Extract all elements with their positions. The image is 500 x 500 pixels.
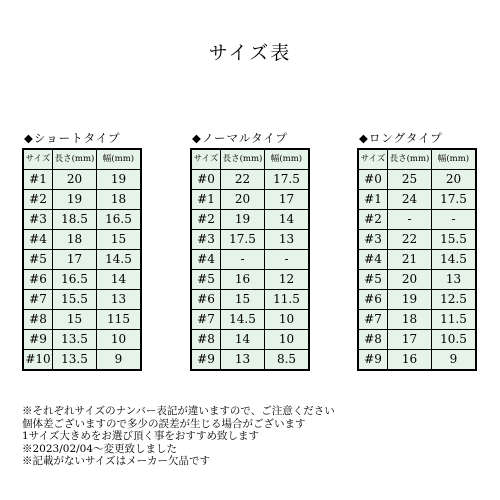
- table-row: [23, 170, 141, 190]
- note-line: 1サイズ大きめをお選び頂く事をおすすめ致します: [22, 430, 259, 442]
- width-cell: 115: [97, 310, 142, 330]
- size-cell: #5: [358, 270, 388, 290]
- length-cell: 13.5: [53, 330, 97, 350]
- width-cell: 19: [97, 170, 142, 190]
- table-row: [23, 270, 141, 290]
- width-cell: 13: [265, 230, 310, 250]
- size-cell: #6: [23, 270, 53, 290]
- length-cell: 21: [388, 250, 432, 270]
- width-cell: 17.5: [265, 170, 310, 190]
- table-row: [191, 350, 309, 371]
- length-cell: 15: [53, 310, 97, 330]
- size-cell: #2: [191, 210, 221, 230]
- width-cell: 11.5: [265, 290, 310, 310]
- note-line: ※それぞれサイズのナンバー表記が違いますので、ご注意ください: [22, 405, 335, 417]
- width-cell: 15: [97, 230, 142, 250]
- header-length: 長さ(mm): [388, 149, 432, 170]
- short-type-title: ◆ショートタイプ: [24, 131, 121, 145]
- width-cell: 14.5: [97, 250, 142, 270]
- width-cell: 15.5: [432, 230, 477, 250]
- length-cell: 19: [221, 210, 265, 230]
- table-row: [358, 230, 476, 250]
- table-row: [358, 330, 476, 350]
- width-cell: 11.5: [432, 310, 477, 330]
- length-cell: 18: [388, 310, 432, 330]
- size-cell: #4: [358, 250, 388, 270]
- table-row: [23, 210, 141, 230]
- table-row: [191, 170, 309, 190]
- width-cell: 10.5: [432, 330, 477, 350]
- width-cell: 9: [432, 350, 477, 371]
- table-row: [23, 350, 141, 371]
- length-cell: 19: [53, 190, 97, 210]
- width-cell: 20: [432, 170, 477, 190]
- table-row: [358, 210, 476, 230]
- size-cell: #10: [23, 350, 53, 371]
- width-cell: 14: [97, 270, 142, 290]
- long-type-table: [357, 148, 477, 371]
- length-cell: 18.5: [53, 210, 97, 230]
- width-cell: 13: [97, 290, 142, 310]
- width-cell: 12: [265, 270, 310, 290]
- width-cell: 17: [265, 190, 310, 210]
- size-cell: #4: [23, 230, 53, 250]
- length-cell: 16: [388, 350, 432, 371]
- normal-type-title: ◆ノーマルタイプ: [192, 131, 288, 145]
- length-cell: 20: [53, 170, 97, 190]
- length-cell: 14: [221, 330, 265, 350]
- length-cell: 25: [388, 170, 432, 190]
- size-cell: #4: [191, 250, 221, 270]
- size-cell: #8: [23, 310, 53, 330]
- table-row: [23, 250, 141, 270]
- page-title: サイズ表: [208, 42, 292, 64]
- size-cell: #3: [358, 230, 388, 250]
- width-cell: 9: [97, 350, 142, 371]
- note-line: ※2023/02/04〜変更致しました: [22, 442, 178, 455]
- header-length: 長さ(mm): [53, 149, 97, 170]
- length-cell: 15.5: [53, 290, 97, 310]
- size-cell: #1: [191, 190, 221, 210]
- size-cell: #7: [358, 310, 388, 330]
- table-row: [191, 210, 309, 230]
- length-cell: 16: [221, 270, 265, 290]
- table-header-row: [191, 149, 309, 170]
- notes: [22, 405, 335, 468]
- table-row: [358, 290, 476, 310]
- table-header-row: [358, 149, 476, 170]
- width-cell: 14: [265, 210, 310, 230]
- table-row: [23, 190, 141, 210]
- normal-type-table: [190, 148, 310, 371]
- table-row: [358, 270, 476, 290]
- header-length: 長さ(mm): [221, 149, 265, 170]
- width-cell: 17.5: [432, 190, 477, 210]
- length-cell: 24: [388, 190, 432, 210]
- length-cell: 20: [221, 190, 265, 210]
- size-cell: #1: [23, 170, 53, 190]
- size-cell: #2: [358, 210, 388, 230]
- table-row: [358, 190, 476, 210]
- width-cell: 10: [265, 310, 310, 330]
- length-cell: 13.5: [53, 350, 97, 371]
- table-row: [191, 190, 309, 210]
- table-row: [191, 270, 309, 290]
- length-cell: 16.5: [53, 270, 97, 290]
- width-cell: 16.5: [97, 210, 142, 230]
- size-cell: #0: [191, 170, 221, 190]
- size-cell: #5: [191, 270, 221, 290]
- width-cell: 8.5: [265, 350, 310, 371]
- table-row: [191, 310, 309, 330]
- length-cell: 19: [388, 290, 432, 310]
- long-type-title: ◆ロングタイプ: [359, 131, 443, 145]
- width-cell: 10: [97, 330, 142, 350]
- length-cell: 20: [388, 270, 432, 290]
- short-type-table: [22, 148, 142, 371]
- size-cell: #1: [358, 190, 388, 210]
- size-cell: #0: [358, 170, 388, 190]
- table-row: [191, 330, 309, 350]
- table-row: [191, 230, 309, 250]
- table-row: [358, 350, 476, 371]
- length-cell: -: [221, 250, 265, 270]
- size-cell: #9: [191, 350, 221, 371]
- size-cell: #3: [191, 230, 221, 250]
- length-cell: 17.5: [221, 230, 265, 250]
- length-cell: 17: [53, 250, 97, 270]
- length-cell: 22: [221, 170, 265, 190]
- size-cell: #9: [23, 330, 53, 350]
- table-row: [23, 230, 141, 250]
- header-size: サイズ: [358, 149, 388, 170]
- normal-type-block: [190, 130, 310, 371]
- length-cell: 15: [221, 290, 265, 310]
- table-row: [358, 250, 476, 270]
- length-cell: 17: [388, 330, 432, 350]
- short-type-block: [22, 130, 142, 371]
- length-cell: -: [388, 210, 432, 230]
- size-cell: #9: [358, 350, 388, 371]
- header-width: 幅(mm): [97, 149, 142, 170]
- note-line: 個体差ございますので多少の誤差が生じる場合がございます: [22, 417, 306, 430]
- size-cell: #6: [358, 290, 388, 310]
- width-cell: 10: [265, 330, 310, 350]
- size-cell: #7: [191, 310, 221, 330]
- size-cell: #8: [358, 330, 388, 350]
- table-row: [191, 290, 309, 310]
- header-width: 幅(mm): [265, 149, 310, 170]
- header-size: サイズ: [191, 149, 221, 170]
- table-row: [23, 310, 141, 330]
- width-cell: -: [432, 210, 477, 230]
- length-cell: 13: [221, 350, 265, 371]
- width-cell: 13: [432, 270, 477, 290]
- table-row: [358, 310, 476, 330]
- table-header-row: [23, 149, 141, 170]
- header-width: 幅(mm): [432, 149, 477, 170]
- table-row: [23, 330, 141, 350]
- table-row: [358, 170, 476, 190]
- size-cell: #5: [23, 250, 53, 270]
- header-size: サイズ: [23, 149, 53, 170]
- width-cell: -: [265, 250, 310, 270]
- size-cell: #7: [23, 290, 53, 310]
- note-line: ※記載がないサイズはメーカー欠品です: [22, 455, 210, 467]
- width-cell: 12.5: [432, 290, 477, 310]
- length-cell: 14.5: [221, 310, 265, 330]
- width-cell: 14.5: [432, 250, 477, 270]
- size-cell: #8: [191, 330, 221, 350]
- table-row: [191, 250, 309, 270]
- table-row: [23, 290, 141, 310]
- size-cell: #6: [191, 290, 221, 310]
- length-cell: 22: [388, 230, 432, 250]
- width-cell: 18: [97, 190, 142, 210]
- length-cell: 18: [53, 230, 97, 250]
- long-type-block: [357, 130, 477, 371]
- size-cell: #2: [23, 190, 53, 210]
- size-cell: #3: [23, 210, 53, 230]
